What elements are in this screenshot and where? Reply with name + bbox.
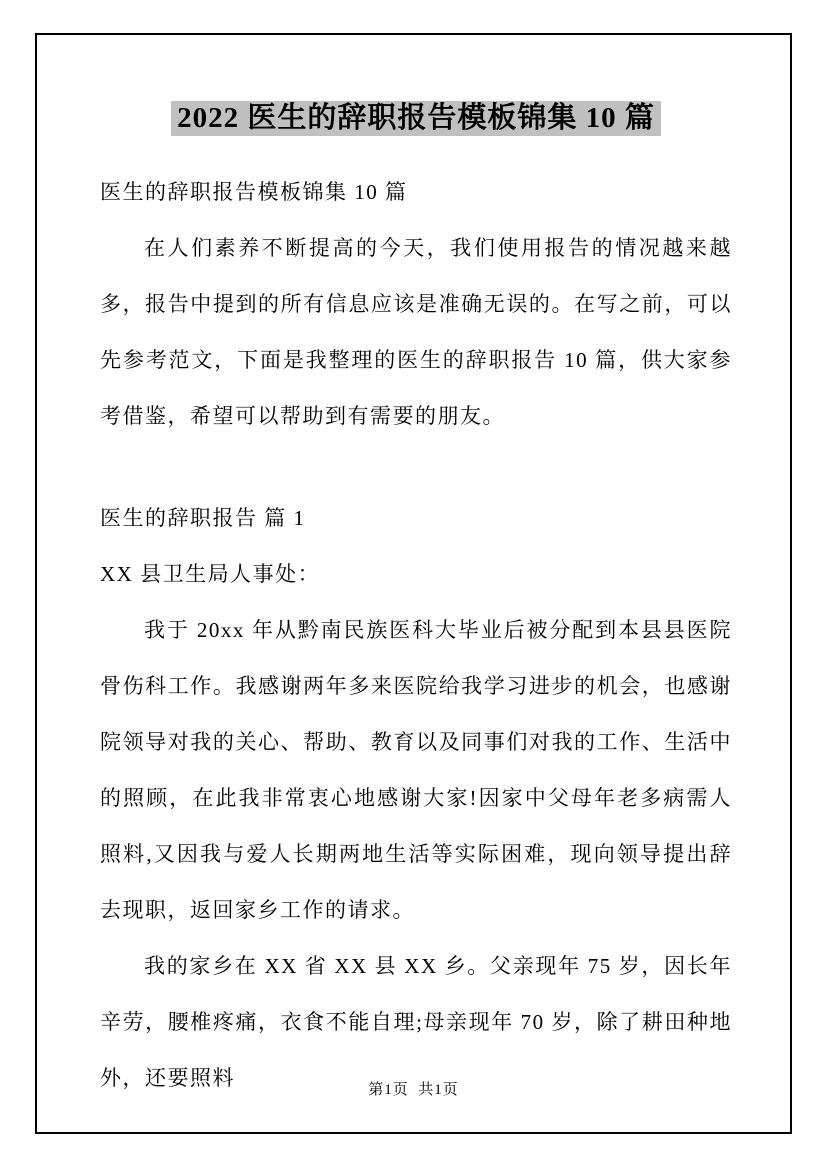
title-highlight: 2022 医生的辞职报告模板锦集 10 篇 bbox=[171, 101, 661, 136]
paragraph-intro: 在人们素养不断提高的今天，我们使用报告的情况越来越多，报告中提到的所有信息应该是准确无误的。在写之前，可以先参考范文，下面是我整理的医生的辞职报告 10 篇，供大家参考借鉴，希望可以帮助到有需要的朋友。 bbox=[100, 236, 732, 428]
paragraph-body-1: 我于 20xx 年从黔南民族医科大毕业后被分配到本县县医院骨伤科工作。我感谢两年多来医院给我学习进步的机会，也感谢院领导对我的关心、帮助、教育以及同事们对我的工作、生活中的照顾，在此我非常衷心地感谢大家!因家中父母年老多病需人照料,又因我与爱人长期两地生活等实际困难，现向领导提出辞去现职，返回家乡工作的请求。 bbox=[100, 618, 732, 922]
paragraph-subtitle: 医生的辞职报告模板锦集 10 篇 bbox=[100, 180, 408, 204]
page-footer bbox=[35, 1078, 792, 1099]
page-number-label: 第1页 共1页 bbox=[368, 1082, 459, 1098]
document-content bbox=[100, 97, 732, 1106]
blank-line bbox=[100, 444, 732, 490]
paragraph-body-2: 我的家乡在 XX 省 XX 县 XX 乡。父亲现年 75 岁，因长年辛劳，腰椎疼痛，衣食不能自理;母亲现年 70 岁，除了耕田种地外，还要照料 bbox=[100, 954, 732, 1090]
paragraph-section-heading: 医生的辞职报告 篇 1 bbox=[100, 506, 306, 530]
paragraph-salutation: XX 县卫生局人事处： bbox=[100, 562, 321, 586]
document-title bbox=[100, 97, 732, 140]
